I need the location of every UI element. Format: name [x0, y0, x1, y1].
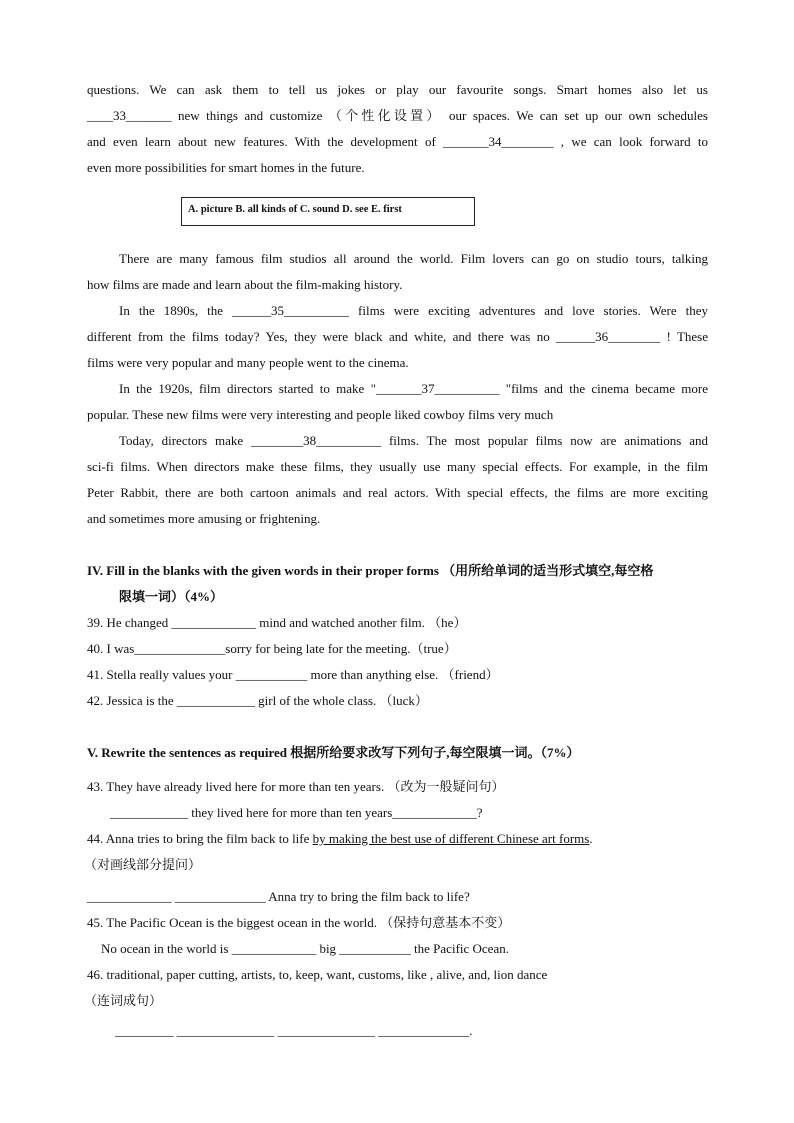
question-44-underlined-part: by making the best use of different Chinese art forms — [312, 831, 590, 846]
question-46-answer-line: _________ _______________ _______________ ______________. — [115, 1023, 473, 1038]
question-44-instruction: （对画线部分提问） — [84, 857, 202, 872]
question-39: 39. He changed _____________ mind and watched another film. （he） — [87, 615, 467, 630]
passage-b-line-5: films were very popular and many people went to the cinema. — [87, 355, 409, 370]
section-4-heading-cont: 限填一词）（4%） — [119, 589, 224, 604]
passage-b-line-7: popular. These new films were very interesting and people liked cowboy films very much — [87, 407, 554, 422]
passage-b-line-8: Today, directors make ________38__________ films. The most popular films now are animations and — [119, 433, 708, 448]
question-41: 41. Stella really values your ___________ more than anything else. （friend） — [87, 667, 499, 682]
question-44-period: . — [589, 831, 593, 846]
question-44 — [87, 831, 708, 847]
question-42: 42. Jessica is the ____________ girl of the whole class. （luck） — [87, 693, 428, 708]
passage-b-line-6: In the 1920s, film directors started to make "_______37__________ "films and the cinema became more — [119, 381, 708, 396]
passage-b-line-3: In the 1890s, the ______35__________ films were exciting adventures and love stories. Were they — [119, 303, 708, 318]
passage-a-line-3: and even learn about new features. With the development of _______34________ , we can look forward to — [87, 134, 708, 149]
question-44-answer-line: _____________ ______________ Anna try to bring the film back to life? — [87, 889, 470, 904]
passage-b-line-1: There are many famous film studios all around the world. Film lovers can go on studio tours, talking — [119, 251, 708, 266]
question-40: 40. I was______________sorry for being late for the meeting.（true） — [87, 641, 457, 656]
question-45-answer-line: No ocean in the world is _____________ big ___________ the Pacific Ocean. — [101, 941, 509, 956]
question-45: 45. The Pacific Ocean is the biggest ocean in the world. （保持句意基本不变） — [87, 915, 511, 930]
question-46: 46. traditional, paper cutting, artists, to, keep, want, customs, like , alive, and, lion dance — [87, 967, 548, 982]
passage-b-line-11: and sometimes more amusing or frightening. — [87, 511, 321, 526]
question-44-text: 44. Anna tries to bring the film back to life — [87, 831, 313, 846]
passage-b-line-9: sci-fi films. When directors make these films, they usually use many special effects. For example, in the film — [87, 459, 708, 474]
section-4-heading: IV. Fill in the blanks with the given words in their proper forms （用所给单词的适当形式填空,每空格 — [87, 563, 654, 578]
question-46-instruction: （连词成句） — [84, 993, 163, 1008]
passage-a-line-4: even more possibilities for smart homes in the future. — [87, 160, 365, 175]
word-box-options: A. picture B. all kinds of C. sound D. see E. first — [188, 204, 402, 215]
question-43-answer-line: ____________ they lived here for more than ten years_____________? — [110, 805, 483, 820]
question-43: 43. They have already lived here for more than ten years. （改为一般疑问句） — [87, 779, 505, 794]
passage-a-line-1: questions. We can ask them to tell us jokes or play our favourite songs. Smart homes also let us — [87, 82, 708, 97]
section-5-heading: V. Rewrite the sentences as required 根据所给要求改写下列句子,每空限填一词。（7%） — [87, 745, 580, 760]
passage-b-line-4: different from the films today? Yes, they were black and white, and there was no ______36________ ! These — [87, 329, 708, 344]
passage-b-line-2: how films are made and learn about the film-making history. — [87, 277, 403, 292]
passage-b-line-10: Peter Rabbit, there are both cartoon animals and real actors. With special effects, the films are more exciting — [87, 485, 708, 500]
word-box — [181, 197, 475, 226]
passage-a-line-2: ____33_______ new things and customize （个性化设置） our spaces. We can set up our own schedules — [87, 108, 708, 123]
